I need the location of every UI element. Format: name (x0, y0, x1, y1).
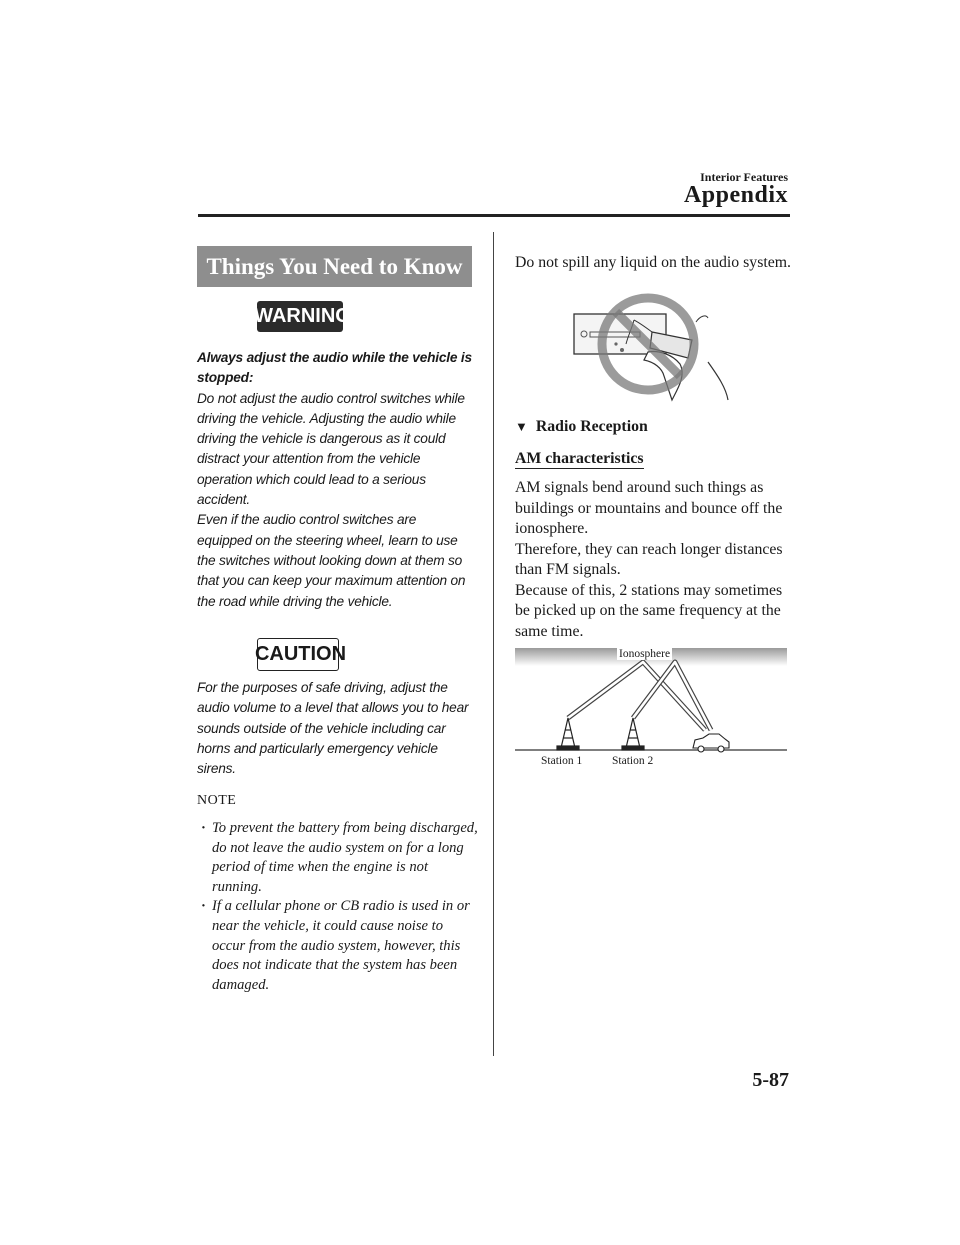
column-divider (493, 232, 494, 1056)
sub-heading (515, 418, 648, 436)
no-liquid-illustration (568, 292, 734, 404)
note-item-text: If a cellular phone or CB radio is used in or near the vehicle, it could cause noise to occur from the audio system, however, this does not indicate that the system has been damaged. (212, 898, 470, 993)
page-number: 5-87 (752, 1069, 789, 1091)
sub-heading-text: Radio Reception (535, 418, 648, 435)
caution-badge (254, 638, 347, 671)
header-rule (198, 214, 790, 217)
ionosphere-label: Ionosphere (619, 648, 671, 660)
section-banner: Things You Need to Know (197, 246, 472, 287)
am-description (515, 478, 792, 642)
caution-badge-label: CAUTION (254, 643, 347, 665)
section-title: Interior Features (700, 170, 788, 184)
station-label: Station 1 (541, 755, 583, 767)
tower-icon (557, 718, 579, 750)
note-item (197, 897, 479, 995)
note-label: NOTE (197, 793, 237, 808)
topic-heading: AM characteristics (515, 450, 644, 467)
warning-badge (254, 301, 351, 332)
triangle-down-icon: ▼ (515, 419, 528, 434)
bullet: · (201, 820, 206, 836)
car-icon (693, 734, 729, 752)
am-paragraph: AM signals bend around such things as buildings or mountains and bounce off the ionosphere. (515, 479, 783, 537)
warning-content (197, 348, 472, 612)
spill-warning-text: Do not spill any liquid on the audio system. (515, 254, 791, 271)
bullet: · (201, 898, 206, 915)
am-paragraph: Because of this, 2 stations may sometimes be picked up on the same frequency at the same time. (515, 581, 783, 640)
tower-icon (622, 718, 644, 750)
station-label: Station 2 (612, 755, 654, 767)
caution-text: For the purposes of safe driving, adjust the audio volume to a level that allows you to hear sounds outside of the vehicle including car horns and particularly emergency vehicle sirens. (197, 680, 469, 777)
chapter-title: Appendix (683, 182, 788, 208)
warning-paragraph: Do not adjust the audio control switches while driving the vehicle. Adjusting the audio while driving the vehicle is dangerous as it could distract your attention from the vehicle operation which could lead to a serious accident. (197, 390, 465, 508)
note-item (197, 819, 479, 897)
note-list (197, 819, 479, 995)
warning-heading: Always adjust the audio while the vehicle is stopped: (197, 350, 472, 386)
am-paragraph: Therefore, they can reach longer distances than FM signals. (515, 540, 783, 578)
warning-paragraph: Even if the audio control switches are equipped on the steering wheel, learn to use the switches without looking down at them so that you can keep your maximum attention on the road while driving the vehicle. (197, 512, 466, 609)
am-signal-diagram (515, 646, 787, 772)
warning-badge-label: WARNING (254, 305, 351, 327)
note-item-text: To prevent the battery from being discharged, do not leave the audio system on for a long period of time when the engine is not running. (212, 820, 478, 895)
